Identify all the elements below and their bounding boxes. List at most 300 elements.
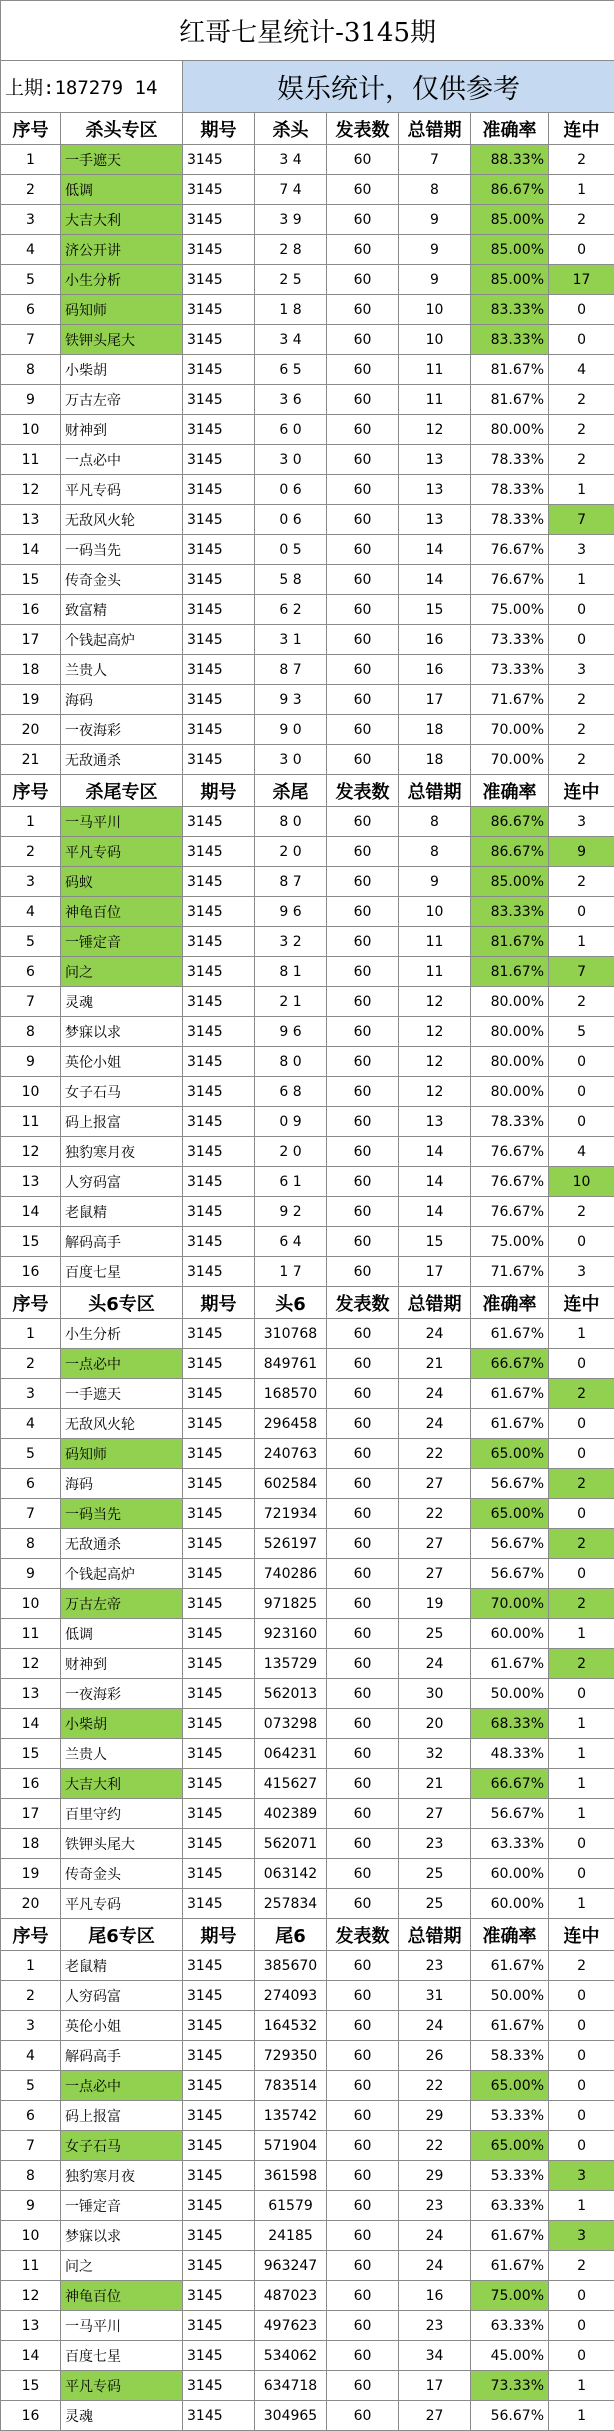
row-index: 15 [1, 565, 61, 595]
row-streak: 0 [549, 235, 614, 265]
table-row [1, 1679, 614, 1709]
row-index: 11 [1, 2251, 61, 2281]
row-period: 3145 [183, 2041, 255, 2071]
row-value: 1 7 [255, 1257, 327, 1287]
row-value: 064231 [255, 1739, 327, 1769]
row-count: 60 [327, 265, 399, 295]
row-errors: 16 [399, 625, 471, 655]
row-period: 3145 [183, 205, 255, 235]
table-row [1, 1409, 614, 1439]
row-period: 3145 [183, 715, 255, 745]
row-value: 2 0 [255, 1137, 327, 1167]
row-value: 923160 [255, 1619, 327, 1649]
row-index: 4 [1, 2041, 61, 2071]
row-index: 13 [1, 2311, 61, 2341]
row-accuracy: 83.33% [471, 295, 549, 325]
row-value: 61579 [255, 2191, 327, 2221]
row-index: 7 [1, 2131, 61, 2161]
row-errors: 34 [399, 2341, 471, 2371]
row-errors: 16 [399, 655, 471, 685]
row-count: 60 [327, 2011, 399, 2041]
row-value: 24185 [255, 2221, 327, 2251]
header-index: 序号 [1, 775, 61, 807]
row-accuracy: 56.67% [471, 1799, 549, 1829]
row-count: 60 [327, 1619, 399, 1649]
table-row [1, 145, 614, 175]
row-errors: 10 [399, 325, 471, 355]
row-value: 257834 [255, 1889, 327, 1919]
row-value: 971825 [255, 1589, 327, 1619]
table-row [1, 1167, 614, 1197]
row-streak: 1 [549, 927, 614, 957]
row-streak: 10 [549, 1167, 614, 1197]
row-value: 274093 [255, 1981, 327, 2011]
row-value: 0 9 [255, 1107, 327, 1137]
row-value: 0 5 [255, 535, 327, 565]
header-index: 序号 [1, 1287, 61, 1319]
row-errors: 14 [399, 1167, 471, 1197]
row-count: 60 [327, 2191, 399, 2221]
row-errors: 9 [399, 235, 471, 265]
row-value: 963247 [255, 2251, 327, 2281]
row-streak: 1 [549, 475, 614, 505]
row-errors: 24 [399, 2011, 471, 2041]
table-row [1, 715, 614, 745]
table-row [1, 1047, 614, 1077]
row-name: 小柴胡 [61, 1709, 183, 1739]
row-value: 562013 [255, 1679, 327, 1709]
row-count: 60 [327, 987, 399, 1017]
row-index: 12 [1, 1137, 61, 1167]
header-index: 序号 [1, 1919, 61, 1951]
row-count: 60 [327, 475, 399, 505]
row-name: 灵魂 [61, 987, 183, 1017]
row-count: 60 [327, 1649, 399, 1679]
row-count: 60 [327, 235, 399, 265]
row-index: 14 [1, 1197, 61, 1227]
row-streak: 2 [549, 1197, 614, 1227]
row-period: 3145 [183, 1047, 255, 1077]
row-streak: 7 [549, 505, 614, 535]
table-row [1, 1137, 614, 1167]
row-count: 60 [327, 807, 399, 837]
row-value: 8 7 [255, 655, 327, 685]
row-errors: 25 [399, 1619, 471, 1649]
table-row [1, 205, 614, 235]
row-name: 英伦小姐 [61, 1047, 183, 1077]
row-errors: 29 [399, 2101, 471, 2131]
row-index: 20 [1, 1889, 61, 1919]
row-streak: 0 [549, 2071, 614, 2101]
row-value: 8 7 [255, 867, 327, 897]
row-streak: 0 [549, 1981, 614, 2011]
header-value: 尾6 [255, 1919, 327, 1951]
table-row [1, 1619, 614, 1649]
last-period: 上期:187279 14 [1, 61, 183, 113]
header-accuracy: 准确率 [471, 775, 549, 807]
row-streak: 1 [549, 175, 614, 205]
table-row [1, 1107, 614, 1137]
row-name: 灵魂 [61, 2401, 183, 2431]
table-row [1, 2341, 614, 2371]
row-value: 296458 [255, 1409, 327, 1439]
row-index: 1 [1, 145, 61, 175]
row-name: 百度七星 [61, 1257, 183, 1287]
row-name: 低调 [61, 175, 183, 205]
row-streak: 0 [549, 295, 614, 325]
row-index: 19 [1, 1859, 61, 1889]
table-row [1, 1529, 614, 1559]
row-period: 3145 [183, 145, 255, 175]
row-streak: 2 [549, 745, 614, 775]
row-name: 一夜海彩 [61, 715, 183, 745]
row-period: 3145 [183, 807, 255, 837]
row-accuracy: 68.33% [471, 1709, 549, 1739]
row-errors: 9 [399, 265, 471, 295]
row-accuracy: 73.33% [471, 625, 549, 655]
table-row [1, 987, 614, 1017]
row-count: 60 [327, 625, 399, 655]
row-count: 60 [327, 1589, 399, 1619]
table-row [1, 1439, 614, 1469]
row-count: 60 [327, 1137, 399, 1167]
row-accuracy: 63.33% [471, 1829, 549, 1859]
row-index: 16 [1, 1257, 61, 1287]
header-period: 期号 [183, 775, 255, 807]
row-value: 0 6 [255, 505, 327, 535]
row-errors: 27 [399, 1469, 471, 1499]
row-streak: 2 [549, 1589, 614, 1619]
row-value: 3 1 [255, 625, 327, 655]
row-period: 3145 [183, 1499, 255, 1529]
row-index: 11 [1, 445, 61, 475]
header-count: 发表数 [327, 113, 399, 145]
row-value: 361598 [255, 2161, 327, 2191]
row-errors: 14 [399, 1137, 471, 1167]
row-value: 2 1 [255, 987, 327, 1017]
row-value: 310768 [255, 1319, 327, 1349]
table-row [1, 2131, 614, 2161]
table-row [1, 1559, 614, 1589]
row-name: 传奇金头 [61, 565, 183, 595]
row-name: 问之 [61, 2251, 183, 2281]
row-errors: 27 [399, 1559, 471, 1589]
row-errors: 12 [399, 1017, 471, 1047]
table-row [1, 655, 614, 685]
row-count: 60 [327, 685, 399, 715]
row-value: 415627 [255, 1769, 327, 1799]
row-index: 17 [1, 625, 61, 655]
row-accuracy: 80.00% [471, 415, 549, 445]
row-count: 60 [327, 2401, 399, 2431]
row-name: 老鼠精 [61, 1197, 183, 1227]
row-count: 60 [327, 1469, 399, 1499]
row-index: 2 [1, 837, 61, 867]
row-accuracy: 71.67% [471, 685, 549, 715]
row-accuracy: 81.67% [471, 355, 549, 385]
row-index: 15 [1, 1739, 61, 1769]
row-name: 一夜海彩 [61, 1679, 183, 1709]
table-row [1, 475, 614, 505]
row-index: 7 [1, 1499, 61, 1529]
row-streak: 1 [549, 1319, 614, 1349]
table-row [1, 2251, 614, 2281]
row-errors: 20 [399, 1709, 471, 1739]
row-errors: 21 [399, 1349, 471, 1379]
row-period: 3145 [183, 385, 255, 415]
row-accuracy: 61.67% [471, 1951, 549, 1981]
row-period: 3145 [183, 1799, 255, 1829]
row-name: 济公开讲 [61, 235, 183, 265]
row-streak: 2 [549, 867, 614, 897]
table-row [1, 2191, 614, 2221]
row-errors: 13 [399, 505, 471, 535]
row-accuracy: 61.67% [471, 2251, 549, 2281]
row-index: 3 [1, 2011, 61, 2041]
header-streak: 连中 [549, 113, 614, 145]
row-value: 562071 [255, 1829, 327, 1859]
table-row [1, 927, 614, 957]
row-streak: 0 [549, 2011, 614, 2041]
row-name: 财神到 [61, 415, 183, 445]
row-index: 9 [1, 2191, 61, 2221]
row-value: 8 1 [255, 957, 327, 987]
row-period: 3145 [183, 295, 255, 325]
row-period: 3145 [183, 2161, 255, 2191]
row-accuracy: 63.33% [471, 2191, 549, 2221]
row-accuracy: 80.00% [471, 1017, 549, 1047]
row-period: 3145 [183, 265, 255, 295]
row-value: 2 5 [255, 265, 327, 295]
row-name: 一马平川 [61, 807, 183, 837]
row-value: 497623 [255, 2311, 327, 2341]
table-row [1, 897, 614, 927]
row-streak: 0 [549, 1829, 614, 1859]
row-index: 7 [1, 987, 61, 1017]
row-count: 60 [327, 1559, 399, 1589]
row-errors: 14 [399, 1197, 471, 1227]
row-index: 13 [1, 1679, 61, 1709]
row-errors: 24 [399, 1409, 471, 1439]
row-streak: 7 [549, 957, 614, 987]
row-period: 3145 [183, 1559, 255, 1589]
row-name: 致富精 [61, 595, 183, 625]
row-index: 5 [1, 927, 61, 957]
row-accuracy: 71.67% [471, 1257, 549, 1287]
row-period: 3145 [183, 415, 255, 445]
row-streak: 4 [549, 1137, 614, 1167]
row-index: 5 [1, 265, 61, 295]
row-accuracy: 78.33% [471, 445, 549, 475]
row-errors: 24 [399, 1379, 471, 1409]
row-accuracy: 70.00% [471, 745, 549, 775]
row-count: 60 [327, 415, 399, 445]
row-streak: 0 [549, 2341, 614, 2371]
row-count: 60 [327, 1499, 399, 1529]
row-streak: 3 [549, 2221, 614, 2251]
row-name: 一马平川 [61, 2311, 183, 2341]
row-streak: 2 [549, 1649, 614, 1679]
row-name: 铁钾头尾大 [61, 325, 183, 355]
row-accuracy: 86.67% [471, 807, 549, 837]
row-value: 3 4 [255, 145, 327, 175]
row-streak: 0 [549, 625, 614, 655]
header-period: 期号 [183, 1919, 255, 1951]
row-count: 60 [327, 505, 399, 535]
row-count: 60 [327, 1349, 399, 1379]
row-errors: 11 [399, 355, 471, 385]
row-errors: 8 [399, 837, 471, 867]
row-period: 3145 [183, 2101, 255, 2131]
row-index: 15 [1, 1227, 61, 1257]
row-accuracy: 75.00% [471, 2281, 549, 2311]
table-row [1, 1499, 614, 1529]
row-streak: 2 [549, 2251, 614, 2281]
row-name: 梦寐以求 [61, 2221, 183, 2251]
row-streak: 1 [549, 2371, 614, 2401]
header-streak: 连中 [549, 775, 614, 807]
row-value: 9 6 [255, 1017, 327, 1047]
row-accuracy: 65.00% [471, 1439, 549, 1469]
row-period: 3145 [183, 2221, 255, 2251]
row-accuracy: 61.67% [471, 1379, 549, 1409]
row-index: 3 [1, 205, 61, 235]
row-index: 8 [1, 1529, 61, 1559]
row-streak: 2 [549, 987, 614, 1017]
row-value: 135729 [255, 1649, 327, 1679]
row-streak: 0 [549, 1499, 614, 1529]
row-accuracy: 85.00% [471, 265, 549, 295]
row-errors: 24 [399, 2251, 471, 2281]
table-row [1, 745, 614, 775]
row-accuracy: 80.00% [471, 1047, 549, 1077]
row-errors: 27 [399, 1799, 471, 1829]
table-row [1, 1709, 614, 1739]
row-index: 16 [1, 1769, 61, 1799]
row-name: 码上报富 [61, 2101, 183, 2131]
row-errors: 9 [399, 205, 471, 235]
row-value: 9 2 [255, 1197, 327, 1227]
row-value: 783514 [255, 2071, 327, 2101]
row-period: 3145 [183, 1167, 255, 1197]
row-period: 3145 [183, 1649, 255, 1679]
row-count: 60 [327, 2371, 399, 2401]
row-name: 海码 [61, 1469, 183, 1499]
row-count: 60 [327, 897, 399, 927]
row-streak: 0 [549, 1349, 614, 1379]
row-name: 个钱起高炉 [61, 625, 183, 655]
row-streak: 0 [549, 2311, 614, 2341]
row-count: 60 [327, 837, 399, 867]
row-name: 万古左帝 [61, 1589, 183, 1619]
row-count: 60 [327, 175, 399, 205]
row-errors: 24 [399, 1319, 471, 1349]
table-row [1, 505, 614, 535]
row-index: 2 [1, 1349, 61, 1379]
row-count: 60 [327, 1679, 399, 1709]
row-name: 平凡专码 [61, 475, 183, 505]
row-accuracy: 66.67% [471, 1349, 549, 1379]
row-name: 平凡专码 [61, 1889, 183, 1919]
row-accuracy: 73.33% [471, 655, 549, 685]
row-period: 3145 [183, 1679, 255, 1709]
row-streak: 1 [549, 1619, 614, 1649]
row-accuracy: 56.67% [471, 2401, 549, 2431]
table-row [1, 2101, 614, 2131]
row-name: 独豹寒月夜 [61, 1137, 183, 1167]
row-index: 8 [1, 2161, 61, 2191]
row-count: 60 [327, 1197, 399, 1227]
row-count: 60 [327, 1077, 399, 1107]
row-accuracy: 65.00% [471, 2131, 549, 2161]
row-count: 60 [327, 1709, 399, 1739]
row-errors: 8 [399, 807, 471, 837]
row-index: 6 [1, 957, 61, 987]
row-name: 一手遮天 [61, 1379, 183, 1409]
row-period: 3145 [183, 1589, 255, 1619]
row-count: 60 [327, 2341, 399, 2371]
row-period: 3145 [183, 2191, 255, 2221]
row-value: 487023 [255, 2281, 327, 2311]
row-errors: 25 [399, 1889, 471, 1919]
row-count: 60 [327, 145, 399, 175]
row-count: 60 [327, 2101, 399, 2131]
row-index: 9 [1, 385, 61, 415]
row-accuracy: 80.00% [471, 1077, 549, 1107]
row-value: 3 9 [255, 205, 327, 235]
row-value: 740286 [255, 1559, 327, 1589]
row-name: 兰贵人 [61, 1739, 183, 1769]
row-count: 60 [327, 1107, 399, 1137]
header-period: 期号 [183, 113, 255, 145]
row-name: 一点必中 [61, 2071, 183, 2101]
row-index: 9 [1, 1559, 61, 1589]
row-period: 3145 [183, 1951, 255, 1981]
row-index: 17 [1, 1799, 61, 1829]
row-accuracy: 70.00% [471, 1589, 549, 1619]
row-streak: 3 [549, 535, 614, 565]
table-row [1, 1981, 614, 2011]
row-period: 3145 [183, 1529, 255, 1559]
row-period: 3145 [183, 1227, 255, 1257]
row-streak: 1 [549, 1799, 614, 1829]
row-period: 3145 [183, 1107, 255, 1137]
row-value: 721934 [255, 1499, 327, 1529]
row-accuracy: 60.00% [471, 1619, 549, 1649]
row-accuracy: 53.33% [471, 2161, 549, 2191]
row-index: 10 [1, 1077, 61, 1107]
row-errors: 19 [399, 1589, 471, 1619]
row-index: 8 [1, 1017, 61, 1047]
row-value: 8 0 [255, 807, 327, 837]
table-row [1, 1739, 614, 1769]
row-value: 3 0 [255, 445, 327, 475]
row-value: 2 8 [255, 235, 327, 265]
row-accuracy: 81.67% [471, 385, 549, 415]
row-name: 大吉大利 [61, 205, 183, 235]
row-errors: 12 [399, 415, 471, 445]
row-value: 3 4 [255, 325, 327, 355]
row-count: 60 [327, 2251, 399, 2281]
row-period: 3145 [183, 1469, 255, 1499]
row-index: 9 [1, 1047, 61, 1077]
row-errors: 11 [399, 957, 471, 987]
row-period: 3145 [183, 1829, 255, 1859]
row-streak: 0 [549, 2131, 614, 2161]
row-count: 60 [327, 1981, 399, 2011]
row-value: 402389 [255, 1799, 327, 1829]
row-streak: 2 [549, 1469, 614, 1499]
